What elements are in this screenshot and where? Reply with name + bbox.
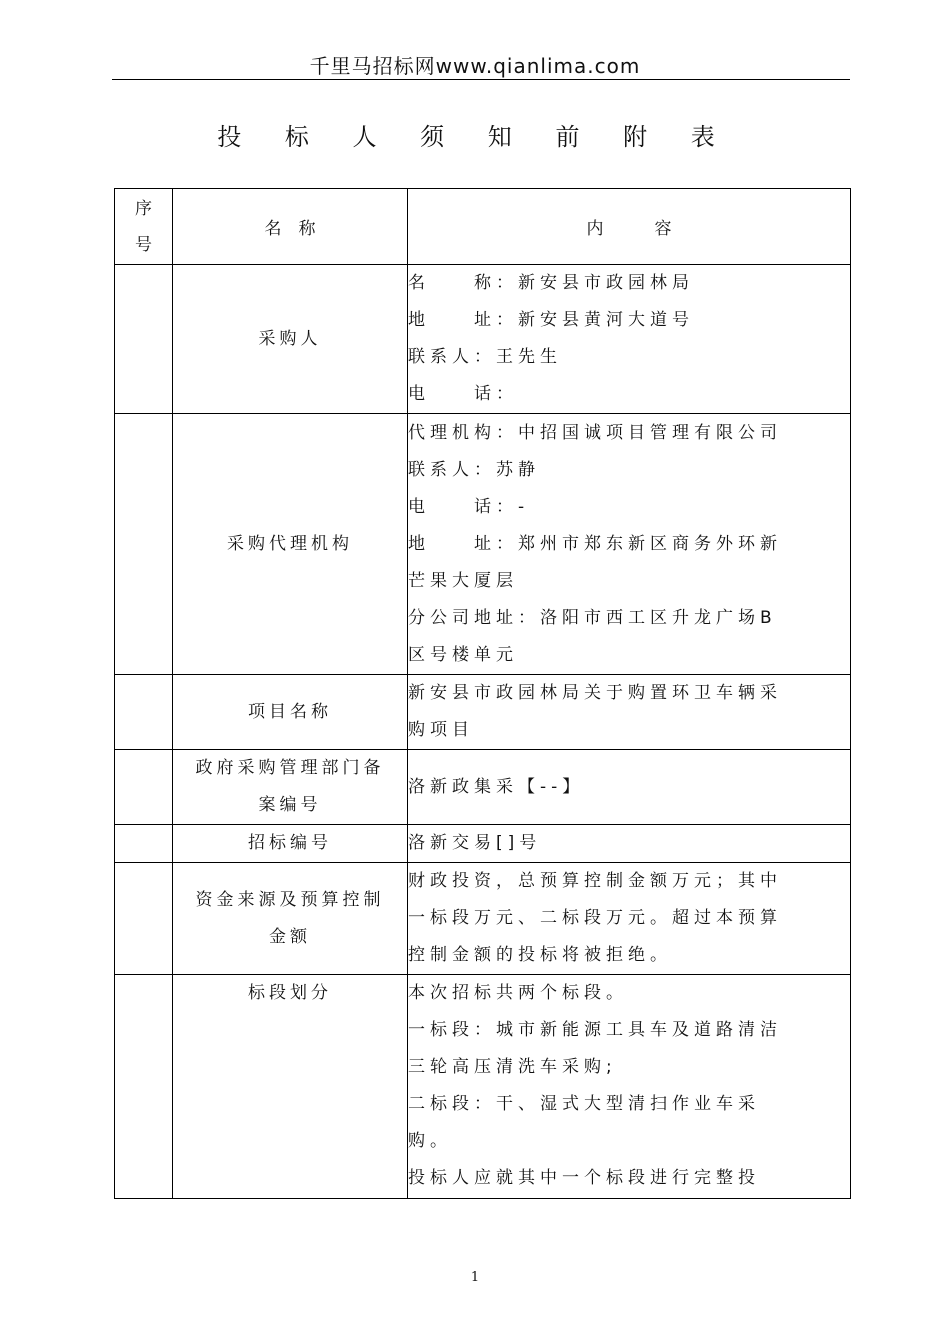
content-line: 地 址：新安县黄河大道号 xyxy=(408,310,694,330)
content-line: 购项目 xyxy=(408,720,474,740)
header-rule xyxy=(112,79,850,80)
header-name: 名 称 xyxy=(173,189,408,265)
row-no xyxy=(115,414,173,675)
row-no xyxy=(115,750,173,825)
page-number: 1 xyxy=(470,1270,480,1285)
content-line: 芒果大厦层 xyxy=(408,570,518,591)
row-name-line: 金额 xyxy=(269,926,311,947)
content-line: 分公司地址：洛阳市西工区升龙广场B xyxy=(408,607,777,628)
row-name xyxy=(173,863,408,975)
row-content xyxy=(408,750,851,825)
table-row xyxy=(115,414,851,675)
content-line: 控制金额的投标将被拒绝。 xyxy=(408,945,672,965)
header-no xyxy=(115,189,173,265)
row-name-line: 政府采购管理部门备 xyxy=(195,758,385,778)
content-line: 一标段万元、二标段万元。超过本预算 xyxy=(408,908,782,928)
row-no xyxy=(115,975,173,1199)
row-name: 招标编号 xyxy=(173,825,408,863)
table-row xyxy=(115,825,851,863)
table-row xyxy=(115,975,851,1199)
content-line: 名 称：新安县市政园林局 xyxy=(408,273,694,293)
content-line: 投标人应就其中一个标段进行完整投 xyxy=(408,1168,760,1188)
row-no xyxy=(115,863,173,975)
content-line: 新安县市政园林局关于购置环卫车辆采 xyxy=(408,683,782,703)
content-line: 财政投资，总预算控制金额万元；其中 xyxy=(408,871,782,891)
content-line: 电 话： xyxy=(408,384,518,404)
header-no-char-1: 序 xyxy=(135,198,152,219)
content-line: 本次招标共两个标段。 xyxy=(408,983,628,1003)
table-row xyxy=(115,675,851,750)
content-line: 代理机构：中招国诚项目管理有限公司 xyxy=(408,422,782,443)
page-title: 投 标 人 须 知 前 附 表 xyxy=(217,123,733,151)
content-line: 电 话：- xyxy=(408,496,530,517)
content-line: 洛新交易[]号 xyxy=(408,833,542,853)
row-content xyxy=(408,863,851,975)
row-name xyxy=(173,750,408,825)
row-no xyxy=(115,675,173,750)
content-line: 联系人：苏静 xyxy=(408,459,540,480)
content-line: 三轮高压清洗车采购; xyxy=(408,1057,617,1077)
content-line: 购。 xyxy=(408,1131,452,1151)
row-no xyxy=(115,825,173,863)
row-content xyxy=(408,825,851,863)
row-name-line: 案编号 xyxy=(258,795,322,815)
row-name-line: 资金来源及预算控制 xyxy=(195,889,385,910)
row-name: 标段划分 xyxy=(173,975,408,1199)
row-content xyxy=(408,414,851,675)
bidder-instructions-table xyxy=(114,188,851,1199)
row-no xyxy=(115,265,173,414)
content-line: 洛新政集采【--】 xyxy=(408,776,585,797)
table-header-row xyxy=(115,189,851,265)
table-row xyxy=(115,265,851,414)
row-name: 项目名称 xyxy=(173,675,408,750)
row-content xyxy=(408,975,851,1199)
header-no-char-2: 号 xyxy=(135,234,152,255)
row-name: 采购人 xyxy=(173,265,408,414)
content-line: 一标段：城市新能源工具车及道路清洁 xyxy=(408,1020,782,1040)
content-line: 二标段：干、湿式大型清扫作业车采 xyxy=(408,1094,760,1114)
row-name: 采购代理机构 xyxy=(173,414,408,675)
content-line: 区号楼单元 xyxy=(408,644,518,665)
table-row xyxy=(115,750,851,825)
header-content: 内 容 xyxy=(408,189,851,265)
content-line: 联系人：王先生 xyxy=(408,347,562,367)
row-content xyxy=(408,675,851,750)
table-row xyxy=(115,863,851,975)
site-header: 千里马招标网www.qianlima.com xyxy=(309,54,641,78)
row-content xyxy=(408,265,851,414)
content-line: 地 址：郑州市郑东新区商务外环新 xyxy=(408,533,782,554)
